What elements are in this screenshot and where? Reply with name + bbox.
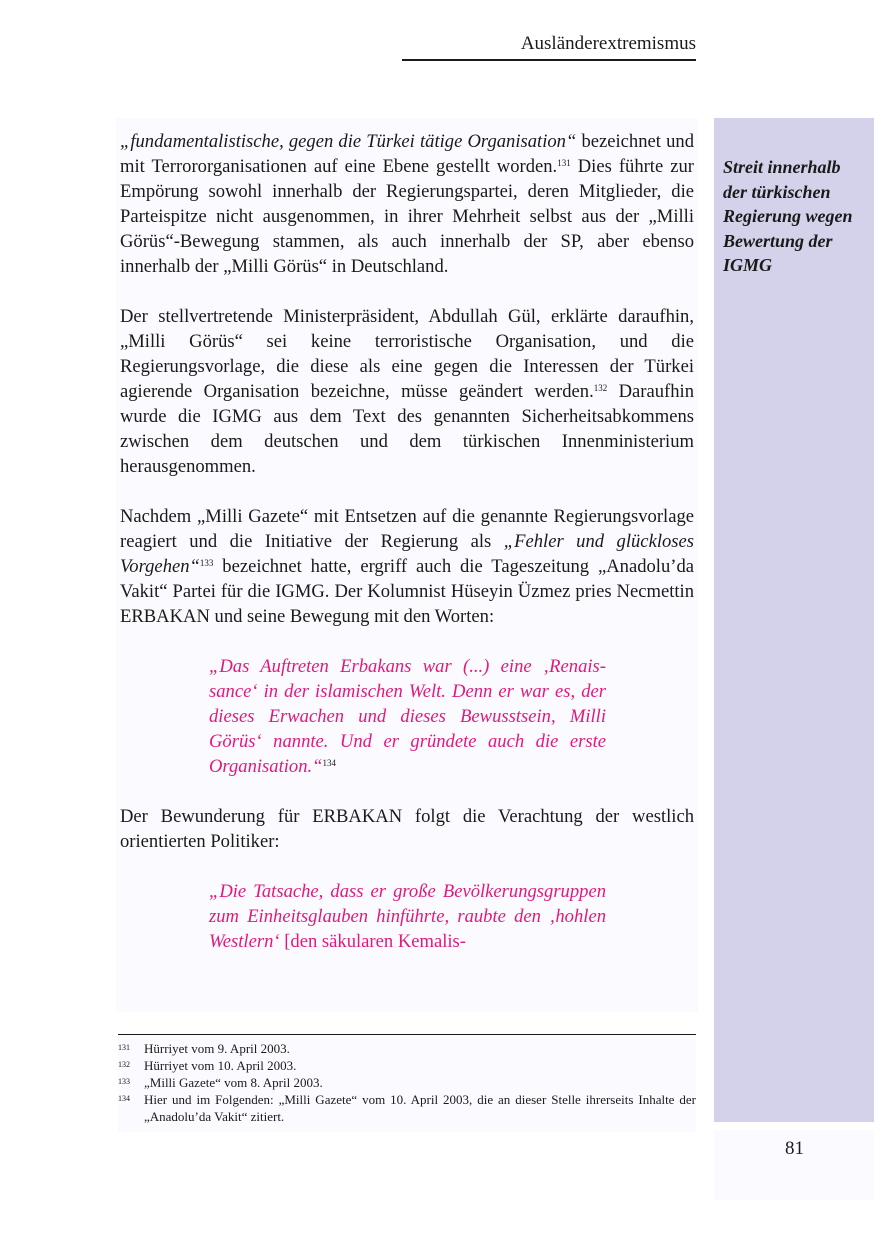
footnotes: [118, 1034, 696, 1132]
footnote-134: [118, 1091, 696, 1125]
footnote-number: 133: [118, 1077, 130, 1086]
running-title: Ausländerextremismus: [402, 32, 696, 61]
footnote-133: [118, 1074, 696, 1091]
footnote-number: 134: [118, 1094, 130, 1103]
block-quote-1: [209, 654, 606, 779]
footnote-number: 132: [118, 1060, 130, 1069]
quote-text: „Das Auftreten Erbakans war (...) eine ‚Renaissance‘ in der islamischen Welt. Denn er war es, der dieses Erwachen und dieses Bewusstsein, Milli Görüs‘ nannte. Und er gründete auch die erste Organisation.“: [209, 656, 606, 777]
paragraph-text: bezeichnet hatte, ergriff auch die Tageszeitung „Anadolu’da Vakit“ Partei für die IGMG. Der Kolumnist Hüseyin Üzmez pries Necmettin ERBAKAN und seine Bewegung mit den Worten:: [120, 556, 694, 627]
italic-quote: „fundamentalistische, gegen die Türkei tätige Organisation“: [120, 131, 577, 152]
footnote-ref-131[interactable]: 131: [557, 158, 571, 168]
paragraph-2: [120, 304, 694, 479]
paragraph-text: Daraufhin wurde die IGMG aus dem Text des genannten Sicherheitsabkommens zwischen dem deutschen und dem türkischen Innenministerium herausgenommen.: [120, 381, 694, 477]
quote-text-upright: [den säkularen Kemalis-: [279, 931, 466, 952]
footnote-text: Hürriyet vom 10. April 2003.: [144, 1058, 297, 1073]
paragraph-1: [120, 129, 694, 279]
paragraph-3: [120, 504, 694, 629]
paragraph-text: Der stellvertretende Ministerpräsident, Abdullah Gül, erklärte daraufhin, „Milli Görüs“ sei keine terroristische Organisation, und die Regierungsvorlage, die diese als eine gegen die Interessen der Türkei agierende Organisation bezeichne, müsse geändert werden.: [120, 306, 694, 402]
footnote-text: Hürriyet vom 9. April 2003.: [144, 1041, 290, 1056]
quote-text: „Die Tatsache, dass er große Bevölkerungsgruppen zum Einheitsglauben hinführte, raubte den ‚hohlen Westlern‘: [209, 881, 606, 952]
page-number: 81: [785, 1138, 804, 1159]
footnote-131: [118, 1040, 696, 1057]
paragraph-text: bezeichnet und mit Terrororganisationen auf eine Ebene gestellt worden.: [120, 131, 694, 177]
footnote-ref-132[interactable]: 132: [593, 383, 608, 393]
footnote-ref-134[interactable]: 134: [322, 758, 336, 768]
footnote-text: Hier und im Folgenden: „Milli Gazete“ vom 10. April 2003, die an dieser Stelle ihrerseits Inhalte der „Anadolu’da Vakit“ zitiert.: [144, 1092, 696, 1124]
footnote-number: 131: [118, 1043, 130, 1052]
paragraph-text: Nachdem „Milli Gazete“ mit Entsetzen auf die genannte Regierungsvorlage reagiert und die Initiative der Regierung als: [120, 506, 694, 552]
footnote-text: „Milli Gazete“ vom 8. April 2003.: [144, 1075, 323, 1090]
italic-quote: „Fehler und glückloses Vorgehen“: [120, 531, 695, 577]
footnote-ref-133[interactable]: 133: [199, 558, 214, 568]
paragraph-text: Dies führte zur Empörung sowohl innerhalb der Regierungspartei, deren Mitglieder, die Parteispitze nicht ausgenommen, in ihrer Mehrheit selbst aus der „Milli Görüs“-Bewegung stammen, als auch innerhalb der SP, aber ebenso innerhalb der „Milli Görüs“ in Deutschland.: [120, 156, 694, 277]
block-quote-2: [209, 879, 606, 954]
margin-note: Streit innerhalb der türkischen Regierung wegen Bewertung der IGMG: [723, 157, 853, 275]
body-text: [120, 129, 694, 979]
footnote-132: [118, 1057, 696, 1074]
paragraph-4: Der Bewunderung für ERBAKAN folgt die Verachtung der westlich orientierten Politiker:: [120, 806, 694, 852]
